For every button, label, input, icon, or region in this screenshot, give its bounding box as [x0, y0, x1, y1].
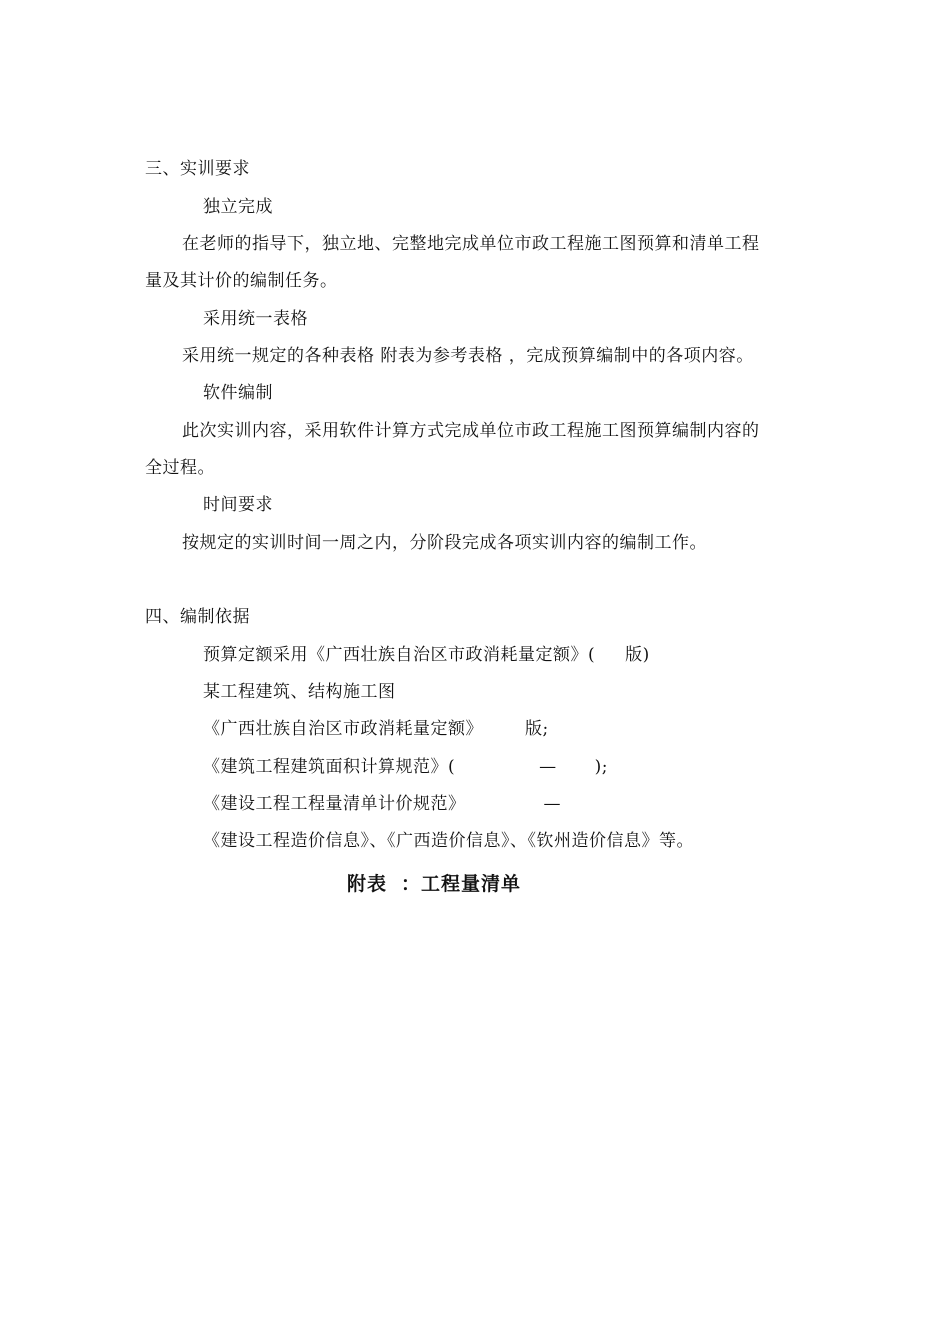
section-3-heading: 三、实训要求 — [145, 159, 250, 179]
appendix-label: 附表 — [347, 873, 388, 895]
appendix-name: 工程量清单 — [421, 873, 522, 895]
reference-item — [203, 718, 549, 740]
item-title-unified-forms: 采用统一表格 — [203, 309, 308, 329]
item-body-software-line1: 此次实训内容，采用软件计算方式完成单位市政工程施工图预算编制内容的 — [182, 421, 760, 441]
item-title-time: 时间要求 — [203, 495, 273, 515]
reference-item — [203, 793, 561, 815]
section-4-heading: 四、编制依据 — [145, 607, 250, 627]
reference-dash: — — [539, 757, 557, 777]
reference-dash: — — [543, 794, 561, 814]
reference-text: 《广西壮族自治区市政消耗量定额》 — [203, 719, 483, 739]
reference-item — [203, 644, 650, 666]
appendix-separator: ： — [401, 873, 422, 895]
item-body-time: 按规定的实训时间一周之内，分阶段完成各项实训内容的编制工作。 — [182, 533, 707, 553]
item-title-independent: 独立完成 — [203, 197, 273, 217]
reference-item — [203, 756, 608, 778]
reference-text: 预算定额采用《广西壮族自治区市政消耗量定额》( — [203, 645, 596, 665]
reference-item — [203, 681, 396, 703]
reference-text: 《建设工程工程量清单计价规范》 — [203, 794, 466, 814]
item-body-independent-line2: 量及其计价的编制任务。 — [145, 271, 338, 291]
item-body-unified-forms: 采用统一规定的各种表格 附表为参考表格 ，完成预算编制中的各项内容。 — [182, 346, 754, 366]
appendix-title — [347, 872, 521, 896]
item-title-software: 软件编制 — [203, 383, 273, 403]
item-body-independent-line1: 在老师的指导下，独立地、完整地完成单位市政工程施工图预算和清单工程 — [182, 234, 760, 254]
reference-item — [203, 830, 694, 852]
reference-text: 《建设工程造价信息》、《广西造价信息》、《钦州造价信息》等。 — [203, 831, 694, 851]
reference-suffix: 版; — [525, 719, 549, 739]
reference-suffix: 版) — [625, 645, 650, 665]
reference-text: 某工程建筑、结构施工图 — [203, 682, 396, 702]
reference-text: 《建筑工程建筑面积计算规范》( — [203, 757, 456, 777]
item-body-software-line2: 全过程。 — [145, 458, 215, 478]
reference-suffix: ); — [594, 757, 609, 777]
